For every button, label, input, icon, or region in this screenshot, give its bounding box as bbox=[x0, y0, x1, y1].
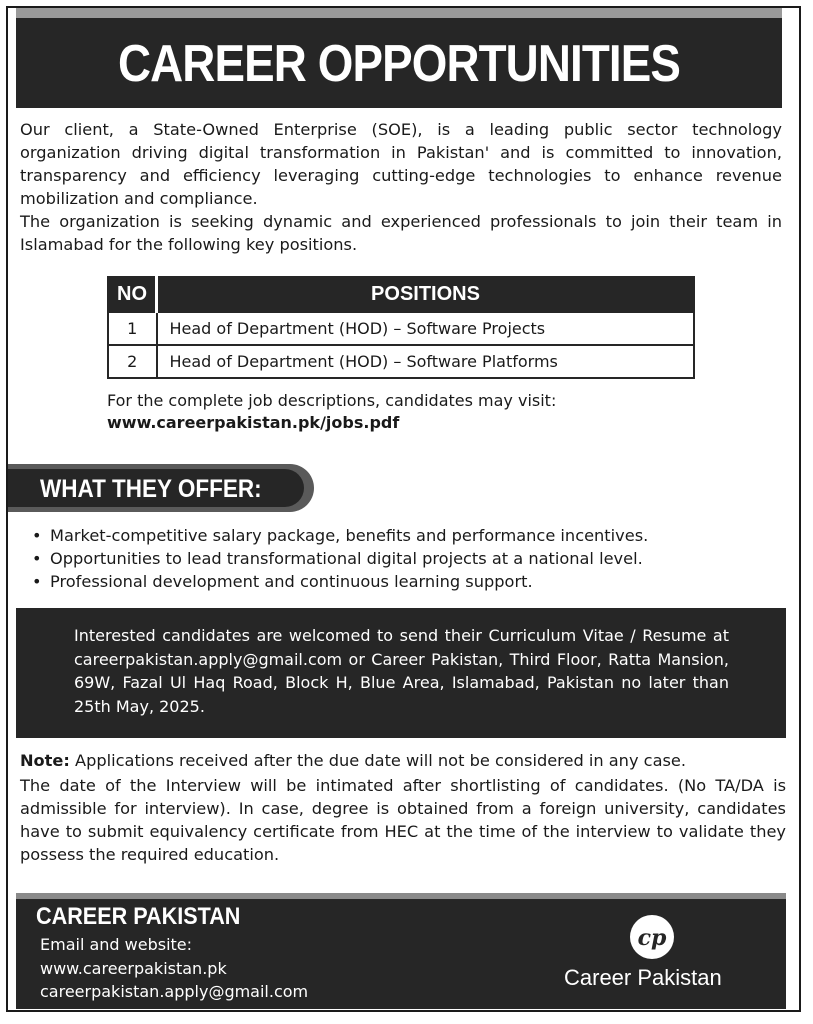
footer-label: Email and website: bbox=[40, 935, 193, 954]
job-description-link[interactable]: www.careerpakistan.pk/jobs.pdf bbox=[107, 413, 400, 432]
job-description-notice bbox=[107, 390, 556, 434]
table-header-row bbox=[108, 277, 694, 312]
footer-website-link[interactable]: www.careerpakistan.pk bbox=[40, 958, 227, 978]
note-section bbox=[20, 749, 786, 868]
page-title: CAREER OPPORTUNITIES bbox=[117, 35, 681, 93]
visit-text: For the complete job descriptions, candidates may visit: bbox=[107, 391, 557, 410]
header-top-stripe bbox=[16, 8, 782, 18]
offer-section-tab bbox=[8, 464, 314, 512]
benefits-list bbox=[28, 524, 648, 593]
logo-monogram-icon bbox=[630, 915, 674, 959]
list-item: • Professional development and continuous learning support. bbox=[28, 570, 648, 593]
interview-paragraph: The date of the Interview will be intimated after shortlisting of candidates. (No TA/DA is admissible for interview). In case, degree is obtained from a foreign university, candidates have to submit equivalency certificate from HEC at the time of the interview to validate they possess the required education. bbox=[20, 776, 786, 864]
offer-heading: WHAT THEY OFFER: bbox=[40, 475, 262, 503]
intro-section bbox=[20, 118, 782, 256]
note-line bbox=[20, 749, 786, 772]
row-number: 1 bbox=[108, 312, 157, 345]
table-row bbox=[108, 345, 694, 378]
intro-paragraph-2: The organization is seeking dynamic and experienced professionals to join their team in Islamabad for the following key positions. bbox=[20, 212, 782, 254]
footer-contact-box bbox=[16, 893, 786, 1009]
career-pakistan-logo-icon bbox=[630, 915, 674, 959]
footer-top-stripe bbox=[16, 893, 786, 899]
logo-monogram: cp bbox=[637, 925, 667, 951]
application-instructions-box bbox=[16, 608, 786, 738]
position-title: Head of Department (HOD) – Software Platforms bbox=[157, 345, 695, 378]
position-title: Head of Department (HOD) – Software Projects bbox=[157, 312, 695, 345]
footer-title: CAREER PAKISTAN bbox=[36, 903, 241, 930]
logo-wordmark: Career Pakistan bbox=[564, 965, 722, 990]
intro-paragraph-1: Our client, a State-Owned Enterprise (SOE), is a leading public sector technology organization driving digital transformation in Pakistan' and is committed to innovation, transparency and efficiency leveraging cutting-edge technologies to enhance revenue mobilization and compliance. bbox=[20, 120, 782, 208]
table-row bbox=[108, 312, 694, 345]
list-item: • Market-competitive salary package, benefits and performance incentives. bbox=[28, 524, 648, 547]
note-label: Note: bbox=[20, 751, 70, 770]
note-text: Applications received after the due date will not be considered in any case. bbox=[69, 751, 687, 770]
positions-table bbox=[107, 276, 695, 379]
footer-email-link[interactable]: careerpakistan.apply@gmail.com bbox=[40, 982, 309, 1001]
header-banner bbox=[16, 8, 782, 108]
row-number: 2 bbox=[108, 345, 157, 378]
column-header-positions: POSITIONS bbox=[157, 277, 695, 312]
column-header-no: NO bbox=[108, 277, 157, 312]
offer-tab-inner bbox=[8, 469, 304, 507]
list-item: • Opportunities to lead transformational digital projects at a national level. bbox=[28, 547, 648, 570]
footer-contact-lines bbox=[40, 933, 308, 1004]
application-instructions-text: Interested candidates are welcomed to send their Curriculum Vitae / Resume at careerpakistan.apply@gmail.com or Career Pakistan, Third Floor, Ratta Mansion, 69W, Fazal Ul Haq Road, Block H, Blue Area, Islamabad, Pakistan no later than 25th May, 2025. bbox=[74, 626, 729, 716]
